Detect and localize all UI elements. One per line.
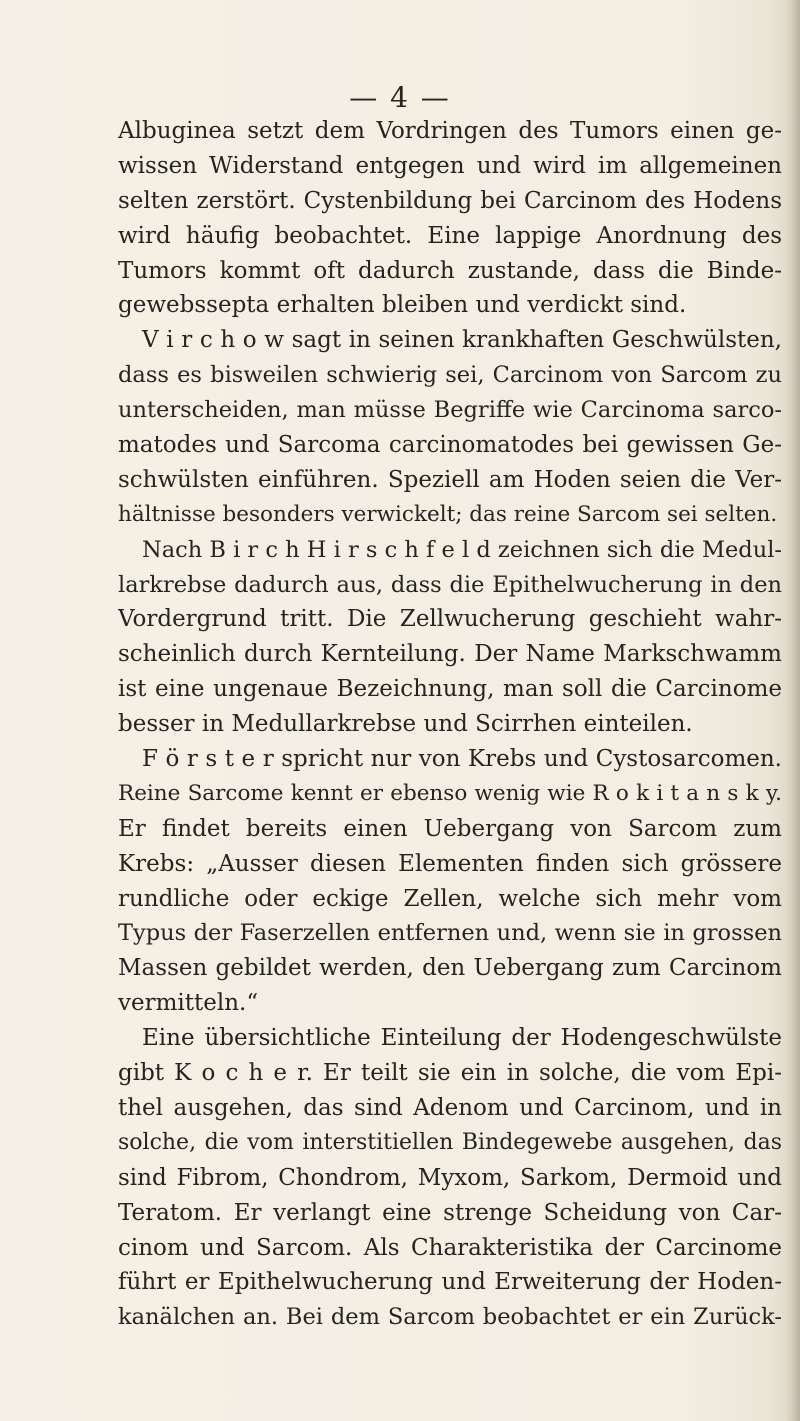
text-line: solche, die vom interstitiellen Bindegewebe ausgehen, das <box>118 1129 782 1155</box>
text-line: ist eine ungenaue Bezeichnung, man soll die Carcinome <box>118 676 782 703</box>
text-line: besser in Medullarkrebse und Scirrhen einteilen. <box>118 711 693 738</box>
text-line: Teratom. Er verlangt eine strenge Scheidung von Car- <box>118 1199 782 1226</box>
text-line: wird häufig beobachtet. Eine lappige Anordnung des <box>118 222 782 249</box>
text-line: Eine übersichtliche Einteilung der Hodengeschwülste <box>142 1025 782 1052</box>
text-line: thel ausgehen, das sind Adenom und Carcinom, und in <box>118 1094 782 1121</box>
text-line: V i r c h o w sagt in seinen krankhaften Geschwülsten, <box>142 327 782 354</box>
text-line: scheinlich durch Kernteilung. Der Name Markschwamm <box>118 641 782 668</box>
page-edge-shadow <box>786 0 800 1421</box>
text-line: sind Fibrom, Chondrom, Myxom, Sarkom, Dermoid und <box>118 1164 782 1191</box>
text-line: larkrebse dadurch aus, dass die Epithelwucherung in den <box>118 571 782 598</box>
body-text <box>118 114 782 1335</box>
text-line: unterscheiden, man müsse Begriffe wie Carcinoma sarco- <box>118 397 782 424</box>
text-line: Nach B i r c h H i r s c h f e l d zeichnen sich die Medul- <box>142 536 782 563</box>
page-number: — 4 — <box>349 81 451 114</box>
text-line: dass es bisweilen schwierig sei, Carcinom von Sarcom zu <box>118 362 782 389</box>
text-line: wissen Widerstand entgegen und wird im allgemeinen <box>118 152 782 179</box>
text-line: hältnisse besonders verwickelt; das reine Sarcom sei selten. <box>118 501 778 527</box>
text-line: rundliche oder eckige Zellen, welche sich mehr vom <box>118 885 782 912</box>
text-line: F ö r s t e r spricht nur von Krebs und Cystosarcomen. <box>142 746 782 773</box>
text-line: kanälchen an. Bei dem Sarcom beobachtet er ein Zurück- <box>118 1304 782 1331</box>
text-line: Typus der Faserzellen entfernen und, wenn sie in grossen <box>118 920 782 947</box>
text-line: Tumors kommt oft dadurch zustande, dass die Binde- <box>118 257 782 284</box>
text-line: Vordergrund tritt. Die Zellwucherung geschieht wahr- <box>118 606 782 633</box>
text-line: Er findet bereits einen Uebergang von Sarcom zum <box>118 815 782 842</box>
text-line: vermitteln.“ <box>118 990 259 1017</box>
text-line: Reine Sarcome kennt er ebenso wenig wie R o k i t a n s k y. <box>118 780 782 806</box>
text-line: cinom und Sarcom. Als Charakteristika der Carcinome <box>118 1234 782 1261</box>
text-line: Albuginea setzt dem Vordringen des Tumors einen ge- <box>118 118 782 144</box>
text-line: gewebssepta erhalten bleiben und verdickt sind. <box>118 292 687 319</box>
text-line: führt er Epithelwucherung und Erweiterung der Hoden- <box>118 1269 782 1296</box>
text-line: schwülsten einführen. Speziell am Hoden seien die Ver- <box>118 466 782 493</box>
text-line: Krebs: „Ausser diesen Elementen finden sich grössere <box>118 850 782 877</box>
text-line: selten zerstört. Cystenbildung bei Carcinom des Hodens <box>118 187 782 214</box>
text-line: matodes und Sarcoma carcinomatodes bei gewissen Ge- <box>118 432 782 459</box>
text-line: Massen gebildet werden, den Uebergang zum Carcinom <box>118 955 782 982</box>
text-line: gibt K o c h e r. Er teilt sie ein in solche, die vom Epi- <box>118 1060 782 1087</box>
